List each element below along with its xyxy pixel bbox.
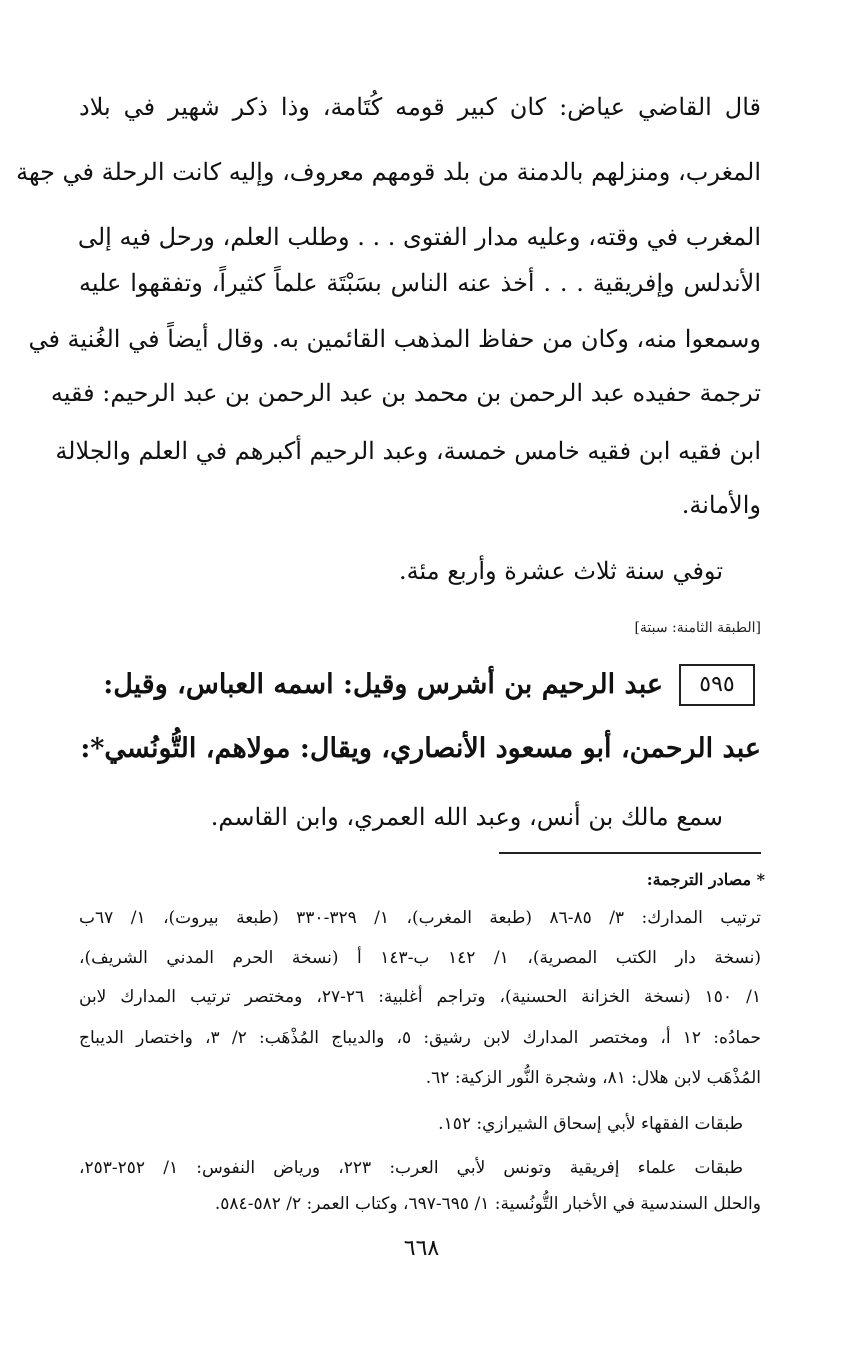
death-line: توفي سنة ثلاث عشرة وأربع مئة. xyxy=(399,557,723,585)
footnote-line: والحلل السندسية في الأخبار التُّونُسية: ١/ ٦٩٥-٦٩٧، وكتاب العمر: ٢/ ٥٨٢-٥٨٤. xyxy=(214,1194,761,1214)
page-number: ٦٦٨ xyxy=(403,1236,440,1261)
body-line: قال القاضي عياض: كان كبير قومه كُتَامة، وذا ذكر شهير في بلاد xyxy=(79,93,761,121)
footnote-line: (نسخة دار الكتب المصرية)، ١/ ١٤٢ ب-١٤٣ أ (نسخة الحرم المدني الشريف)، xyxy=(79,948,762,968)
layer-tag: [الطبقة الثامنة: سبتة] xyxy=(634,620,761,636)
footnote-rule xyxy=(499,852,761,854)
footnote-line: طبقات علماء إفريقية وتونس لأبي العرب: ٢٢٣، ورياض النفوس: ١/ ٢٥٢-٢٥٣، xyxy=(79,1158,743,1178)
body-line: المغرب في وقته، وعليه مدار الفتوى . . . وطلب العلم، ورحل فيه إلى xyxy=(77,223,761,251)
body-line: المغرب، ومنزلهم بالدمنة من بلد قومهم معروف، وإليه كانت الرحلة في جهة xyxy=(16,158,761,186)
body-line: الأندلس وإفريقية . . . أخذ عنه الناس بسَبْتَة علماً كثيراً، وتفقهوا عليه xyxy=(79,269,761,297)
body-line: والأمانة. xyxy=(681,491,761,519)
entry-number-box: ٥٩٥ xyxy=(679,664,755,706)
body-line: ترجمة حفيده عبد الرحمن بن محمد بن عبد الرحمن بن عبد الرحيم: فقيه xyxy=(50,379,761,407)
footnote-line: المُذْهَب لابن هلال: ٨١، وشجرة النُّور الزكية: ٦٢. xyxy=(425,1068,761,1088)
entry-heading-line-2: عبد الرحمن، أبو مسعود الأنصاري، ويقال: مولاهم، التُّونُسي*: xyxy=(80,733,761,764)
footnote-title: * مصادر الترجمة: xyxy=(646,870,765,889)
entry-heard-line: سمع مالك بن أنس، وعبد الله العمري، وابن القاسم. xyxy=(210,803,723,831)
footnote-line: طبقات الفقهاء لأبي إسحاق الشيرازي: ١٥٢. xyxy=(438,1114,743,1134)
body-line: ابن فقيه ابن فقيه خامس خمسة، وعبد الرحيم أكبرهم في العلم والجلالة xyxy=(55,437,761,465)
footnote-line: ترتيب المدارك: ٣/ ٨٥-٨٦ (طبعة المغرب)، ١/ ٣٢٩-٣٣٠ (طبعة بيروت)، ١/ ٦٧ب xyxy=(79,908,761,928)
body-line: وسمعوا منه، وكان من حفاظ المذهب القائمين به. وقال أيضاً في الغُنية في xyxy=(28,325,761,353)
footnote-line: ١/ ١٥٠ (نسخة الخزانة الحسنية)، وتراجم أغلبية: ٢٦-٢٧، ومختصر ترتيب المدارك لابن xyxy=(79,987,761,1007)
footnote-line: حمادُه: ١٢ أ، ومختصر المدارك لابن رشيق: ٥، والديباج المُذْهَب: ٢/ ٣، واختصار الديباج xyxy=(79,1028,761,1048)
entry-heading-line-1: عبد الرحيم بن أشرس وقيل: اسمه العباس، وقيل: xyxy=(103,669,663,700)
